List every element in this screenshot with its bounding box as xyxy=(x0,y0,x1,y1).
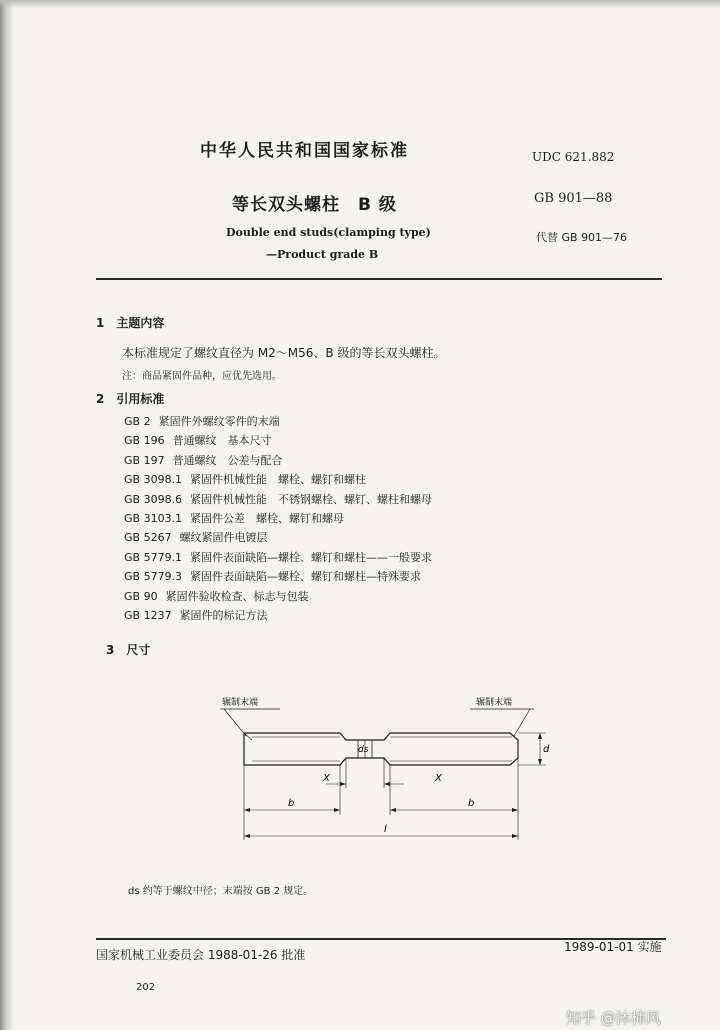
scan-shadow-left xyxy=(0,0,14,1030)
arrow-b-left-end xyxy=(334,808,340,812)
reference-title: 紧固件验收检查、标志与包装 xyxy=(165,589,309,603)
arrow-b-left-start xyxy=(244,808,250,812)
left-chamfer xyxy=(244,733,252,740)
drawing-note: ds 约等于螺纹中径；末端按 GB 2 规定。 xyxy=(128,886,314,897)
reference-code: GB 5779.3 xyxy=(124,570,183,584)
watermark: 知乎 @沐柿风 xyxy=(566,1009,661,1027)
leader-right-end-arrow xyxy=(514,709,530,736)
list-item xyxy=(124,490,432,509)
list-item xyxy=(124,509,432,528)
reference-code: GB 3103.1 xyxy=(124,511,183,525)
reference-title: 紧固件机械性能 螺栓、螺钉和螺柱 xyxy=(190,473,367,487)
reference-title: 紧固件的标记方法 xyxy=(179,608,268,622)
header-rule xyxy=(96,278,662,280)
stud-drawing-svg xyxy=(200,690,560,855)
list-item xyxy=(124,567,432,586)
reference-code: GB 90 xyxy=(124,589,158,603)
list-item xyxy=(124,528,432,547)
reference-code: GB 197 xyxy=(124,453,165,467)
arrow-b-right-start xyxy=(390,808,396,812)
list-item xyxy=(124,431,432,450)
leader-left-end-arrow xyxy=(224,709,246,736)
reference-title: 普通螺纹 基本尺寸 xyxy=(172,434,272,448)
dim-label-ds: ds xyxy=(358,745,369,755)
replaces-standard: 代替 GB 901—76 xyxy=(536,231,628,244)
reference-code: GB 196 xyxy=(124,434,165,448)
reference-title: 紧固件公差 螺栓、螺钉和螺母 xyxy=(190,511,345,525)
dim-label-l: l xyxy=(384,824,387,835)
arrow-l-end xyxy=(512,834,518,838)
dim-label-x-left: X xyxy=(323,773,330,784)
reference-title: 紧固件表面缺陷—螺栓、螺钉和螺柱——一般要求 xyxy=(190,550,433,564)
arrow-d-bottom xyxy=(538,759,542,765)
dim-label-b-left: b xyxy=(288,798,295,809)
reference-code: GB 5267 xyxy=(124,531,172,545)
implementation-date: 1989-01-01 实施 xyxy=(564,940,662,954)
national-standard-title: 中华人民共和国国家标准 xyxy=(200,141,409,161)
reference-title: 紧固件外螺纹零件的末端 xyxy=(158,415,280,428)
arrow-b-right-end xyxy=(512,808,518,812)
arrow-x-left xyxy=(340,782,346,786)
list-item xyxy=(124,412,432,431)
reference-list xyxy=(124,412,432,625)
scope-text: 本标准规定了螺纹直径为 M2～M56、B 级的等长双头螺柱。 xyxy=(122,346,446,360)
reference-code: GB 3098.1 xyxy=(124,473,183,487)
scope-note: 注：商品紧固件品种，应优先选用。 xyxy=(122,371,282,382)
reference-title: 普通螺纹 公差与配合 xyxy=(172,453,283,467)
list-item xyxy=(124,470,432,489)
standard-title: 等长双头螺柱 B 级 xyxy=(232,195,397,215)
arrow-l-start xyxy=(244,834,250,838)
list-item xyxy=(124,606,432,625)
english-title-line1: Double end studs(clamping type) xyxy=(226,226,431,239)
dim-label-x-right: X xyxy=(435,773,442,784)
label-left-end: 辗制末端 xyxy=(222,698,259,708)
reference-title: 螺纹紧固件电镀层 xyxy=(179,531,268,545)
label-right-end: 辗制末端 xyxy=(476,698,513,708)
list-item xyxy=(124,548,432,567)
reference-code: GB 5779.1 xyxy=(124,550,183,564)
reference-code: GB 3098.6 xyxy=(124,492,183,506)
reference-code: GB 2 xyxy=(124,415,151,428)
stud-outline xyxy=(244,733,518,765)
section-references-heading: 2 引用标准 xyxy=(96,392,165,406)
approval-line: 国家机械工业委员会 1988-01-26 批准 xyxy=(96,948,306,962)
dim-label-d: d xyxy=(543,744,550,755)
gb-number: GB 901—88 xyxy=(534,191,613,206)
page-number: 202 xyxy=(136,982,156,993)
english-title-line2: —Product grade B xyxy=(266,248,379,261)
section-scope-heading: 1 主题内容 xyxy=(96,316,165,330)
list-item xyxy=(124,587,432,606)
udc-code: UDC 621.882 xyxy=(532,150,615,164)
reference-title: 紧固件机械性能 不锈钢螺栓、螺钉、螺柱和螺母 xyxy=(190,492,433,506)
dim-label-b-right: b xyxy=(468,798,475,809)
section-dimensions-heading: 3 尺寸 xyxy=(106,643,151,657)
reference-code: GB 1237 xyxy=(124,608,172,622)
reference-title: 紧固件表面缺陷—螺栓、螺钉和螺柱—特殊要求 xyxy=(190,570,422,584)
arrow-x-right xyxy=(384,782,390,786)
scan-shadow-top xyxy=(0,0,720,8)
stud-drawing xyxy=(200,690,560,855)
arrow-d-top xyxy=(538,733,542,739)
list-item xyxy=(124,451,432,470)
